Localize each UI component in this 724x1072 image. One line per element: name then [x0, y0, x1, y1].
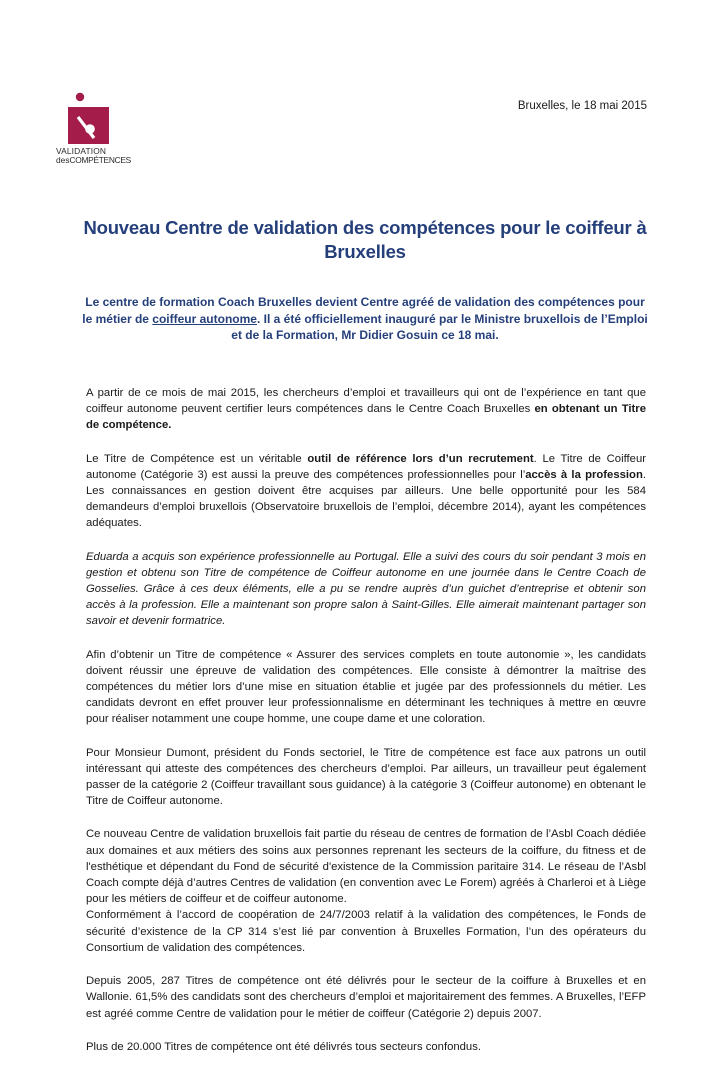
- lead-part-2: . Il a été officiellement inauguré par le Ministre bruxellois de l’Emploi et de la Formation, Mr Didier Gosuin ce 18 mai.: [231, 311, 648, 342]
- paragraph-5: Pour Monsieur Dumont, président du Fonds sectoriel, le Titre de compétence est face aux patrons un outil intéressant qui atteste des compétences des chercheurs d’emploi. Par ailleurs, un travailleur peut également passer de la catégorie 2 (Coiffeur travaillant sous guidance) à la catégorie 3 (Coiffeur autonome) en obtenant le Titre de Coiffeur autonome.: [86, 746, 646, 808]
- lead-underlined: coiffeur autonome: [152, 311, 257, 326]
- paragraph-9: Plus de 20.000 Titres de compétence ont été délivrés tous secteurs confondus.: [86, 1040, 481, 1053]
- lead-paragraph: [80, 294, 650, 344]
- logo-text-competences: [56, 156, 136, 165]
- paragraph-1-text: A partir de ce mois de mai 2015, les chercheurs d’emploi et travailleurs qui ont de l’expérience en tant que coiffeur autonome peuvent certifier leurs compétences dans le Centre Coach Bruxelles: [86, 387, 646, 416]
- paragraph-6: Ce nouveau Centre de validation bruxellois fait partie du réseau de centres de formation de l’Asbl Coach dédiée aux domaines et aux métiers des soins aux personnes reprenant les secteurs de la coiffure, du fitness et de l'esthétique et dépendant du Fond de sécurité d'existence de la Commission paritaire 314. Le réseau de l’Asbl Coach compte déjà d’autres Centres de validation (en convention avec Le Forem) agréés à Charleroi et à Liège pour les métiers de coiffeur et de coiffeur autonome.: [86, 828, 646, 906]
- document-body: [86, 385, 646, 1072]
- logo-text-des: des: [56, 155, 70, 165]
- paragraph-2-text-2: . Le Titre de Coiffeur autonome (Catégorie 3) est aussi la preuve des compétences professionnelles pour l’: [86, 452, 646, 481]
- paragraph-1-bold: en obtenant un Titre de compétence.: [86, 403, 646, 432]
- paragraph-2-bold-1: outil de référence lors d’un recrutement: [307, 452, 534, 465]
- document-date: Bruxelles, le 18 mai 2015: [517, 100, 647, 112]
- logo-white-dot: [85, 124, 95, 134]
- paragraph-3-testimonial: Eduarda a acquis son expérience professionnelle au Portugal. Elle a suivi des cours du soir pendant 3 mois en gestion et obtenu son Titre de compétence de Coiffeur autonome en une journée dans le Centre Coach de Gosselies. Grâce à ces deux éléments, elle a pu se rendre auprès d’un guichet d’entreprise et obtenir son accès à la profession. Elle a maintenant son propre salon à Saint-Gilles. Elle aimerait maintenant partager son savoir et devenir formatrice.: [86, 550, 646, 628]
- paragraph-2-bold-2: accès à la profession: [525, 468, 643, 481]
- paragraph-2-text-3: . Les connaissances en gestion doivent être acquises par ailleurs. Une belle opportunité pour les 584 demandeurs d’emploi bruxellois (Observatoire bruxellois de l’emploi, décembre 2014), ayant les compétences adéquates.: [86, 468, 646, 530]
- paragraph-2-text-1: Le Titre de Compétence est un véritable: [86, 452, 308, 465]
- paragraph-4: Afin d’obtenir un Titre de compétence « Assurer des services complets en toute autonomie », les candidats doivent réussir une épreuve de validation des compétences. Elle consiste à démontrer la maîtrise des compétences du métier lors d’une mise en situation établie et jugée par des professionnels du métier. Les candidats devront en effet prouver leur professionnalisme en déterminant les techniques à mettre en œuvre pour réaliser notamment une coupe homme, une coupe dame et une coloration.: [86, 648, 646, 726]
- page-title: Nouveau Centre de validation des compétences pour le coiffeur à Bruxelles: [83, 217, 647, 262]
- paragraph-7: Conformément à l’accord de coopération de 24/7/2003 relatif à la validation des compétences, le Fonds de sécurité d’existence de la CP 314 s’est lié par convention à Bruxelles Formation, l’un des opérateurs du Consortium de validation des compétences.: [86, 909, 646, 954]
- logo-mark-icon: [63, 92, 123, 146]
- logo-text-validation: VALIDATION: [56, 146, 107, 156]
- paragraph-8: Depuis 2005, 287 Titres de compétence ont été délivrés pour le secteur de la coiffure à Bruxelles et en Wallonie. 61,5% des candidats sont des chercheurs d’emploi et majoritairement des femmes. A Bruxelles, l’EFP est agréé comme Centre de validation pour le métier de coiffeur (Catégorie 2) depuis 2007.: [86, 975, 646, 1020]
- lead-part-1: Le centre de formation Coach Bruxelles devient Centre agréé de validation des compétences pour le métier de: [82, 295, 645, 326]
- logo-dot: [76, 93, 84, 101]
- validation-des-competences-logo: [56, 92, 136, 172]
- logo-text-competences-word: COMPÉTENCES: [69, 155, 131, 165]
- paragraph-2: [86, 451, 646, 532]
- paragraph-1: [86, 385, 646, 434]
